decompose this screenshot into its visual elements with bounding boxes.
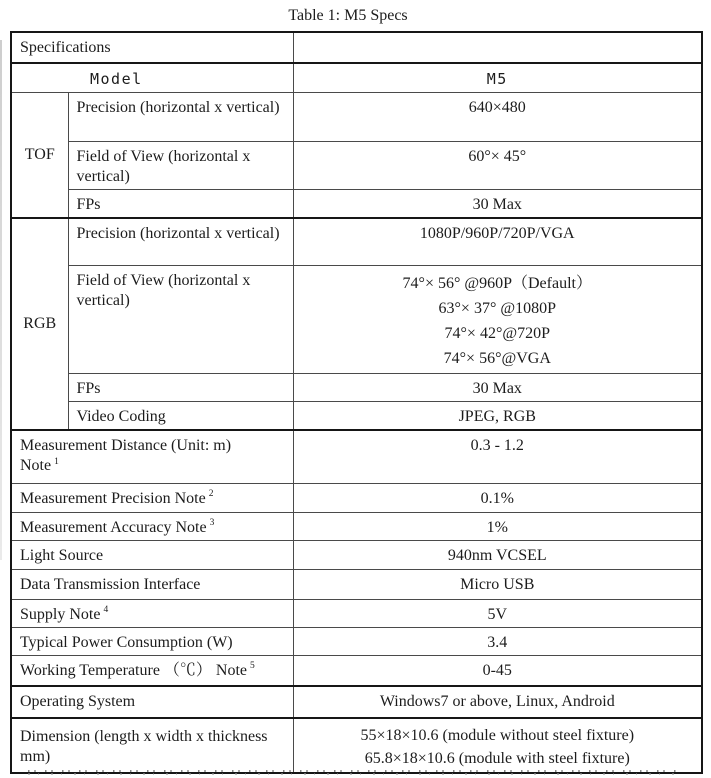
- working-temperature-label-cell: [11, 655, 293, 686]
- note-superscript: 4: [103, 605, 109, 616]
- rgb-fps-value-cell: 30 Max: [293, 374, 702, 402]
- rgb-fov-value-cell: [293, 266, 702, 374]
- scan-edge-artifact: [0, 40, 2, 560]
- row-label-text: Supply Note: [20, 605, 101, 623]
- note-superscript: 3: [209, 518, 215, 529]
- light-source-row: [11, 540, 702, 569]
- operating-system-row: [11, 686, 702, 718]
- light-source-value-cell: 940nm VCSEL: [293, 540, 702, 569]
- tof-fov-row: [11, 141, 702, 189]
- typical-power-value-cell: 3.4: [293, 627, 702, 655]
- operating-system-label-cell: Operating System: [11, 686, 293, 718]
- tof-fps-label-cell: FPs: [68, 189, 293, 218]
- rgb-fov-value-line: 74°× 56° @960P（Default）: [402, 275, 592, 292]
- rgb-fov-label-cell: Field of View (horizontal x vertical): [68, 266, 293, 374]
- model-value-cell: M5: [293, 63, 702, 92]
- working-temperature-value-cell: 0-45: [293, 655, 702, 686]
- header-row: [11, 32, 702, 63]
- specs-table: [10, 31, 703, 774]
- rgb-fov-row: [11, 266, 702, 374]
- row-label-text: Measurement Precision Note: [20, 489, 206, 507]
- measurement-distance-label-cell: [11, 430, 293, 483]
- table-caption: Table 1: M5 Specs: [288, 7, 408, 24]
- measurement-distance-row: [11, 430, 702, 483]
- measurement-precision-row: [11, 483, 702, 512]
- supply-value-cell: 5V: [293, 599, 702, 627]
- measurement-accuracy-row: [11, 512, 702, 540]
- tof-precision-value-cell: 640×480: [293, 92, 702, 141]
- note-superscript: 5: [250, 661, 255, 672]
- dimension-value-line: 55×18×10.6 (module without steel fixture): [360, 727, 635, 744]
- dimension-label-cell: Dimension (length x width x thickness mm): [11, 718, 293, 773]
- tof-fov-label-cell: Field of View (horizontal x vertical): [68, 141, 293, 189]
- typical-power-row: [11, 627, 702, 655]
- supply-row: [11, 599, 702, 627]
- rgb-fov-value-line: 63°× 37° @1080P: [438, 300, 556, 317]
- rgb-precision-row: [11, 218, 702, 266]
- measurement-distance-value-cell: 0.3 - 1.2: [293, 430, 702, 483]
- tof-fps-value-cell: 30 Max: [293, 189, 702, 218]
- row-label-text: Measurement Accuracy Note: [20, 518, 207, 536]
- measurement-accuracy-label-cell: [11, 512, 293, 540]
- tof-fps-row: [11, 189, 702, 218]
- working-temperature-row: [11, 655, 702, 686]
- measurement-accuracy-value-cell: 1%: [293, 512, 702, 540]
- rgb-fov-value-line: 74°× 42°@720P: [444, 325, 550, 342]
- video-coding-value-cell: JPEG, RGB: [293, 402, 702, 431]
- note-superscript: 2: [208, 489, 214, 500]
- operating-system-value-cell: Windows7 or above, Linux, Android: [293, 686, 702, 718]
- dimension-row: [11, 718, 702, 773]
- video-coding-label-cell: Video Coding: [68, 402, 293, 431]
- dimension-value-cell: [293, 718, 702, 773]
- header-empty-cell: [293, 32, 702, 63]
- tof-precision-row: [11, 92, 702, 141]
- rgb-fps-row: [11, 374, 702, 402]
- model-row: [11, 63, 702, 92]
- data-transmission-label-cell: Data Transmission Interface: [11, 569, 293, 599]
- row-label-text: Working Temperature （℃） Note: [20, 661, 248, 679]
- row-label-note: Note $^1$: [20, 456, 59, 474]
- typical-power-label-cell: Typical Power Consumption (W): [11, 627, 293, 655]
- model-label-cell: Model: [11, 63, 293, 92]
- rgb-fps-label-cell: FPs: [68, 374, 293, 402]
- data-transmission-row: [11, 569, 702, 599]
- rgb-fov-value-line: 74°× 56°@VGA: [443, 350, 551, 367]
- row-label-text: Measurement Distance (Unit: m): [20, 437, 232, 454]
- note-superscript: 1: [54, 456, 59, 467]
- video-coding-row: [11, 402, 702, 431]
- supply-label-cell: [11, 599, 293, 627]
- data-transmission-value-cell: Micro USB: [293, 569, 702, 599]
- tof-precision-label-cell: Precision (horizontal x vertical): [68, 92, 293, 141]
- measurement-precision-label-cell: [11, 483, 293, 512]
- truncated-footnote-text: [28, 770, 680, 775]
- tof-fov-value-cell: 60°× 45°: [293, 141, 702, 189]
- measurement-precision-value-cell: 0.1%: [293, 483, 702, 512]
- light-source-label-cell: Light Source: [11, 540, 293, 569]
- specifications-header-cell: Specifications: [11, 32, 293, 63]
- dimension-value-line: 65.8×18×10.6 (module with steel fixture): [364, 750, 630, 767]
- rgb-group-cell: RGB: [11, 218, 68, 431]
- rgb-precision-label-cell: Precision (horizontal x vertical): [68, 218, 293, 266]
- rgb-precision-value-cell: 1080P/960P/720P/VGA: [293, 218, 702, 266]
- tof-group-cell: TOF: [11, 92, 68, 218]
